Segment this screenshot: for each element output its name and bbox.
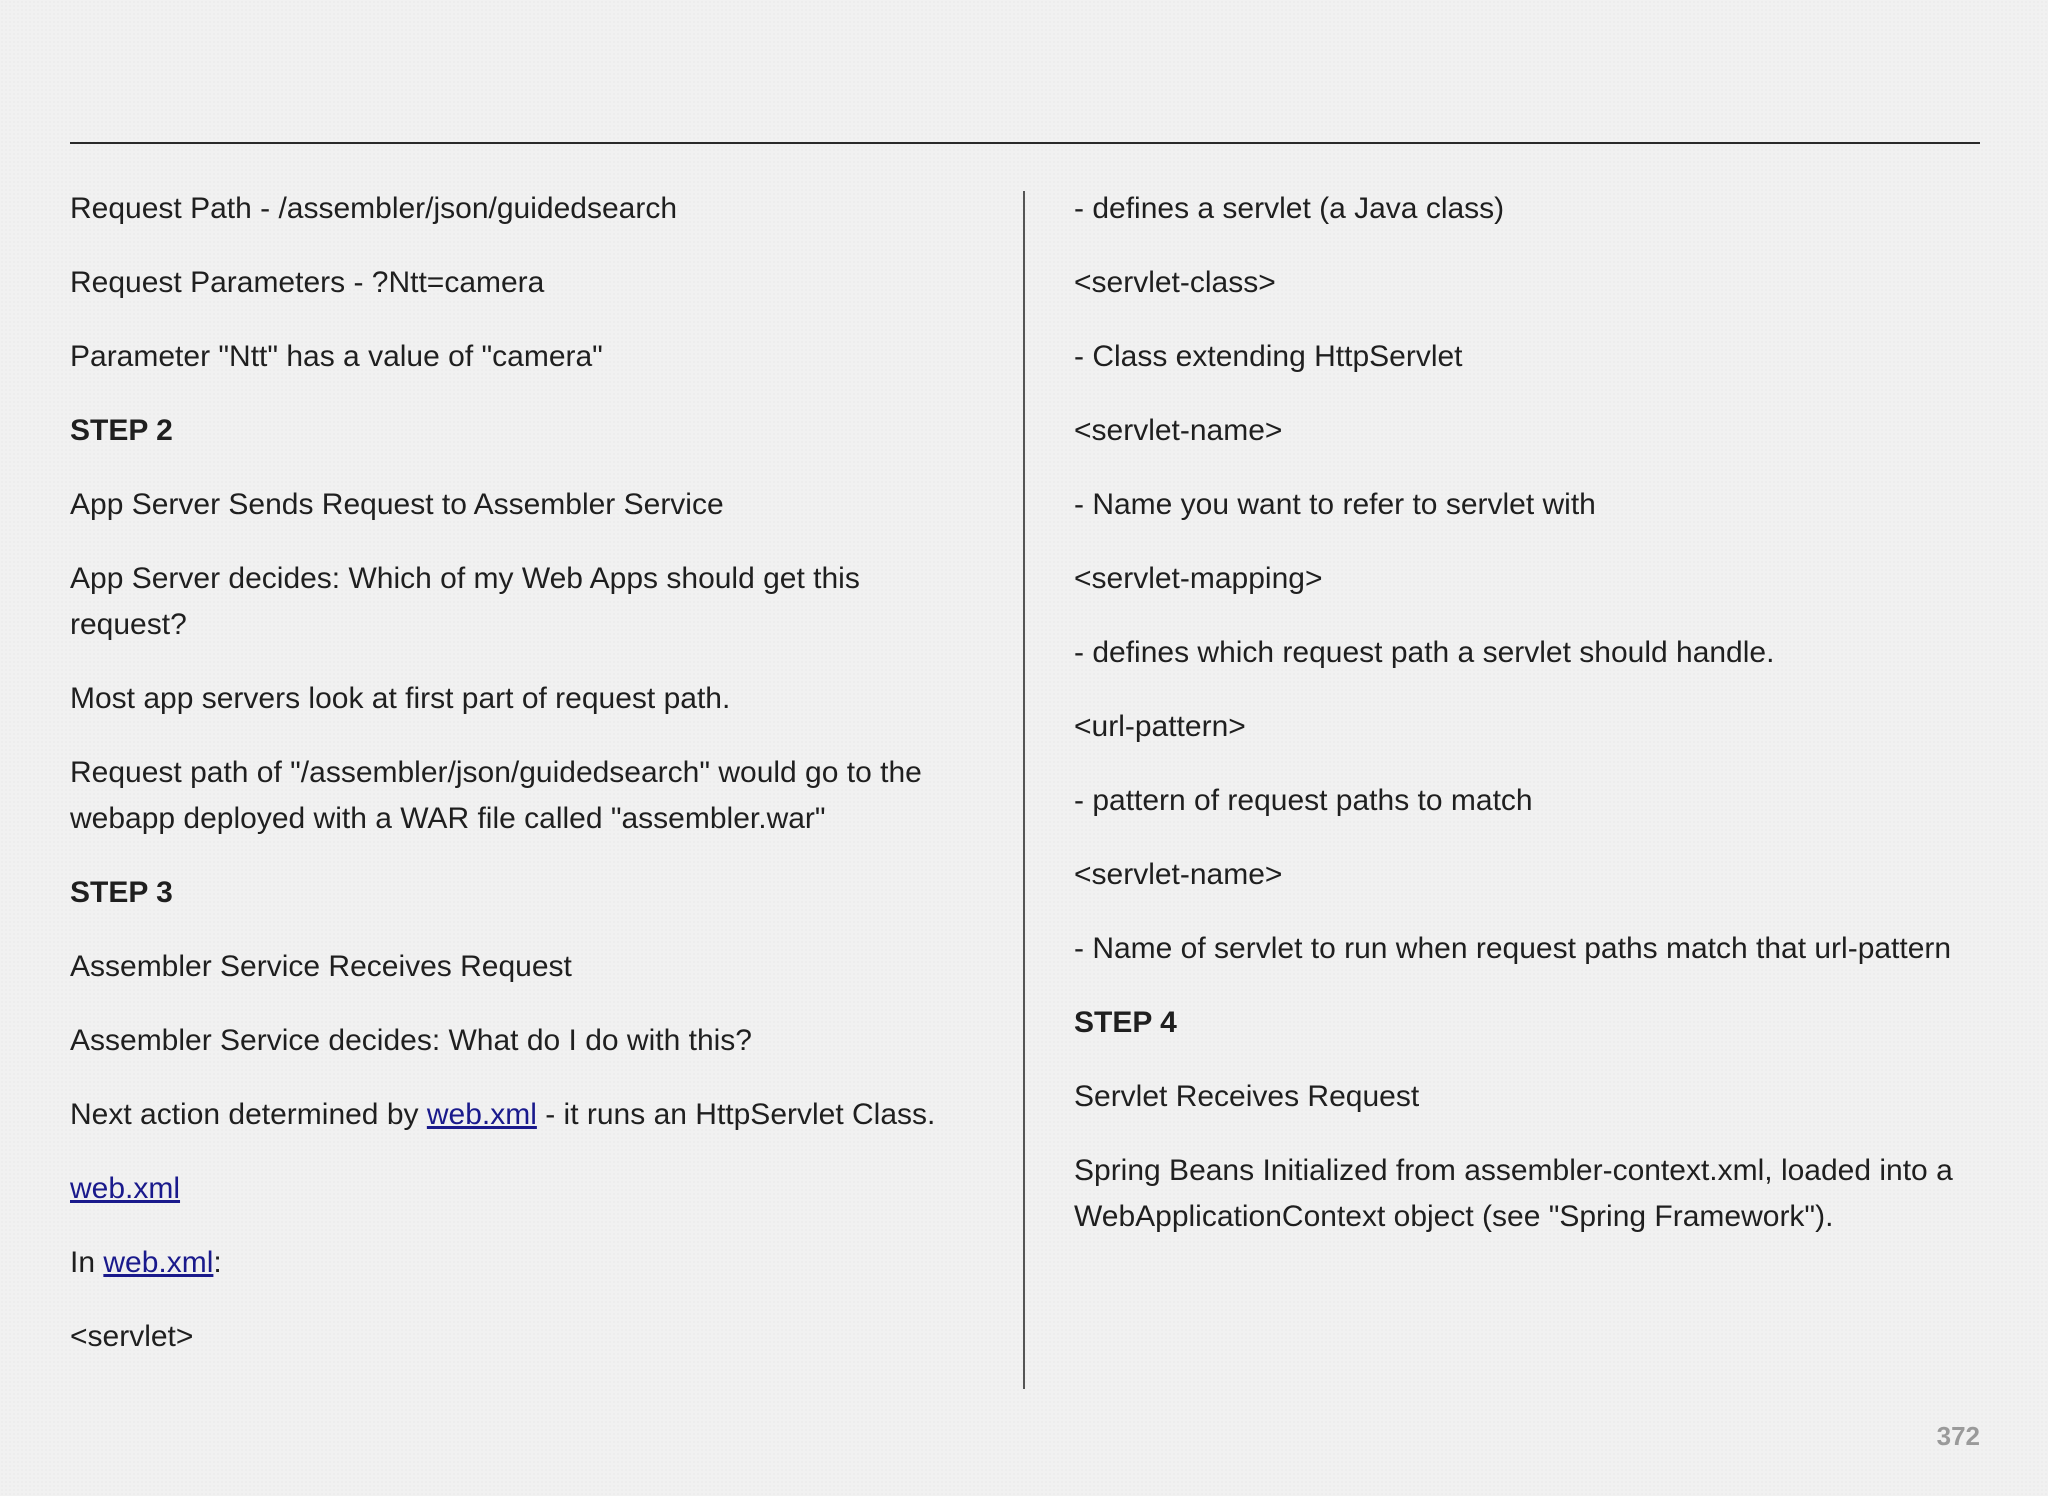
- spring-beans-text: Spring Beans Initialized from assembler-context.xml, loaded into a WebApplicationContext object (see "Spring Framework").: [1074, 1154, 1953, 1233]
- top-rule: [70, 142, 1980, 144]
- war-file-text: Request path of "/assembler/json/guidedsearch" would go to the webapp deployed with a WAR file called "assembler.war": [70, 756, 922, 835]
- web-xml-paragraph: [70, 1166, 950, 1212]
- column-divider: [1023, 191, 1025, 1389]
- web-xml-link[interactable]: web.xml: [103, 1246, 214, 1279]
- step-4-heading: STEP 4: [1074, 1006, 1177, 1039]
- name-of-servlet-text: - Name of servlet to run when request paths match that url-pattern: [1074, 932, 1952, 965]
- servlet-class-tag: <servlet-class>: [1074, 266, 1276, 299]
- in-web-xml-text: [70, 1240, 950, 1286]
- defines-request-path-text: - defines which request path a servlet should handle.: [1074, 636, 1775, 669]
- name-refer-text: - Name you want to refer to servlet with: [1074, 488, 1596, 521]
- request-path-text: Request Path - /assembler/json/guidedsearch: [70, 192, 678, 225]
- servlet-name-tag-2: <servlet-name>: [1074, 858, 1283, 891]
- left-column: [70, 186, 950, 1388]
- class-extending-text: - Class extending HttpServlet: [1074, 340, 1463, 373]
- parameter-value-text: Parameter "Ntt" has a value of "camera": [70, 340, 603, 373]
- servlet-name-tag: <servlet-name>: [1074, 414, 1283, 447]
- in-prefix: In: [70, 1246, 104, 1279]
- request-path-part-text: Most app servers look at first part of request path.: [70, 682, 731, 715]
- colon-suffix: :: [213, 1246, 222, 1279]
- step-3-heading: STEP 3: [70, 876, 173, 909]
- servlet-mapping-tag: <servlet-mapping>: [1074, 562, 1323, 595]
- next-action-suffix: - it runs an HttpServlet Class.: [536, 1098, 936, 1131]
- pattern-request-paths-text: - pattern of request paths to match: [1074, 784, 1533, 817]
- request-parameters-text: Request Parameters - ?Ntt=camera: [70, 266, 545, 299]
- url-pattern-tag: <url-pattern>: [1074, 710, 1246, 743]
- step-2-heading: STEP 2: [70, 414, 173, 447]
- assembler-decides-text: Assembler Service decides: What do I do with this?: [70, 1024, 752, 1057]
- servlet-receives-text: Servlet Receives Request: [1074, 1080, 1420, 1113]
- app-server-decides-text: App Server decides: Which of my Web Apps should get this request?: [70, 562, 860, 641]
- web-xml-link[interactable]: web.xml: [70, 1172, 181, 1205]
- right-column: [1074, 186, 1984, 1268]
- app-server-sends-text: App Server Sends Request to Assembler Service: [70, 488, 724, 521]
- assembler-receives-text: Assembler Service Receives Request: [70, 950, 572, 983]
- page-number: 372: [1936, 1421, 1980, 1451]
- next-action-text: [70, 1092, 950, 1138]
- defines-servlet-text: - defines a servlet (a Java class): [1074, 192, 1505, 225]
- next-action-prefix: Next action determined by: [70, 1098, 427, 1131]
- servlet-tag-text: <servlet>: [70, 1320, 194, 1353]
- web-xml-link[interactable]: web.xml: [426, 1098, 537, 1131]
